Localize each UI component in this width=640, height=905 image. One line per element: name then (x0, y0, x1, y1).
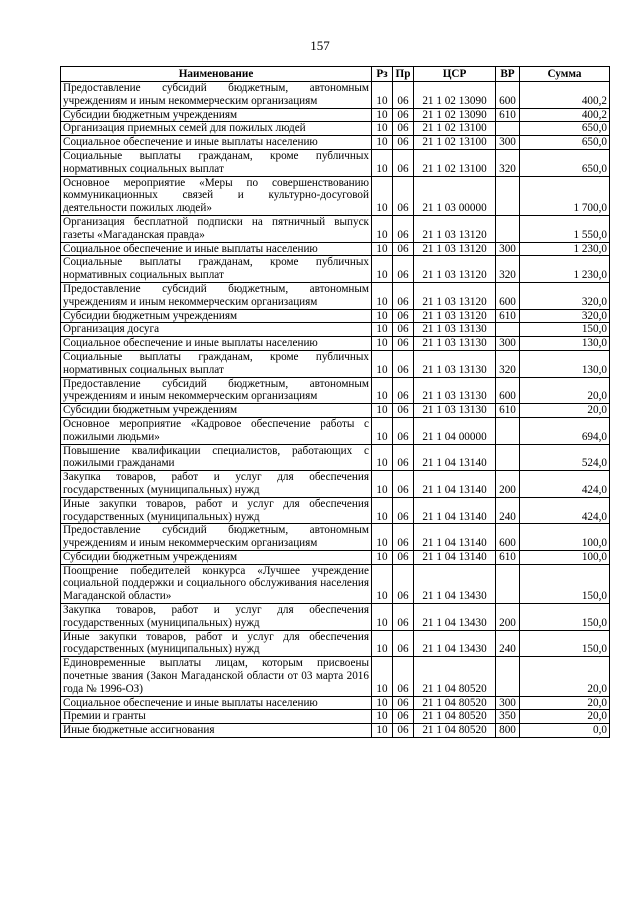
row-sum-cell: 1 230,0 (520, 242, 610, 256)
row-rz-cell: 10 (372, 724, 393, 738)
row-csr-cell: 21 1 02 13090 (414, 82, 496, 109)
table-row (61, 122, 610, 136)
row-vr-cell: 610 (496, 404, 520, 418)
row-csr-cell: 21 1 03 13120 (414, 282, 496, 309)
row-vr-cell: 600 (496, 524, 520, 551)
row-rz-cell: 10 (372, 444, 393, 471)
row-csr-cell: 21 1 04 13140 (414, 524, 496, 551)
row-name-cell: Закупка товаров, работ и услуг для обеспечения государственных (муниципальных) нужд (61, 604, 372, 631)
table-row (61, 710, 610, 724)
row-pr-cell: 06 (393, 337, 414, 351)
row-vr-cell: 200 (496, 604, 520, 631)
row-vr-cell: 240 (496, 630, 520, 657)
row-sum-cell: 650,0 (520, 149, 610, 176)
row-name-cell: Предоставление субсидий бюджетным, автономным учреждениям и иным некоммерческим организациям (61, 524, 372, 551)
row-csr-cell: 21 1 03 13130 (414, 323, 496, 337)
row-name-cell: Субсидии бюджетным учреждениям (61, 108, 372, 122)
row-pr-cell: 06 (393, 524, 414, 551)
row-sum-cell: 1 230,0 (520, 256, 610, 283)
page-number: 157 (310, 38, 330, 53)
row-name-cell: Субсидии бюджетным учреждениям (61, 404, 372, 418)
row-pr-cell: 06 (393, 136, 414, 150)
row-pr-cell: 06 (393, 122, 414, 136)
row-rz-cell: 10 (372, 604, 393, 631)
table-row (61, 176, 610, 215)
row-rz-cell: 10 (372, 696, 393, 710)
row-vr-cell: 300 (496, 136, 520, 150)
header-csr: ЦСР (414, 67, 496, 82)
row-csr-cell: 21 1 03 13130 (414, 350, 496, 377)
row-vr-cell: 300 (496, 242, 520, 256)
row-name-cell: Социальные выплаты гражданам, кроме публичных нормативных социальных выплат (61, 350, 372, 377)
row-name-cell: Организация бесплатной подписки на пятничный выпуск газеты «Магаданская правда» (61, 215, 372, 242)
row-rz-cell: 10 (372, 564, 393, 603)
row-pr-cell: 06 (393, 471, 414, 498)
row-csr-cell: 21 1 02 13100 (414, 136, 496, 150)
row-name-cell: Иные бюджетные ассигнования (61, 724, 372, 738)
budget-table (60, 66, 610, 738)
table-row (61, 309, 610, 323)
row-sum-cell: 20,0 (520, 696, 610, 710)
row-name-cell: Предоставление субсидий бюджетным, автономным учреждениям и иным некоммерческим организациям (61, 377, 372, 404)
table-row (61, 630, 610, 657)
row-name-cell: Основное мероприятие «Кадровое обеспечение работы с пожилыми людьми» (61, 417, 372, 444)
row-sum-cell: 150,0 (520, 323, 610, 337)
row-rz-cell: 10 (372, 309, 393, 323)
row-sum-cell: 20,0 (520, 377, 610, 404)
row-pr-cell: 06 (393, 256, 414, 283)
row-sum-cell: 130,0 (520, 350, 610, 377)
row-vr-cell (496, 417, 520, 444)
row-vr-cell (496, 657, 520, 696)
row-name-cell: Предоставление субсидий бюджетным, автономным учреждениям и иным некоммерческим организациям (61, 82, 372, 109)
row-name-cell: Основное мероприятие «Меры по совершенствованию коммуникационных связей и культурно-досуговой деятельности пожилых людей» (61, 176, 372, 215)
row-rz-cell: 10 (372, 176, 393, 215)
table-row (61, 350, 610, 377)
row-pr-cell: 06 (393, 604, 414, 631)
row-rz-cell: 10 (372, 417, 393, 444)
row-sum-cell: 320,0 (520, 282, 610, 309)
row-rz-cell: 10 (372, 323, 393, 337)
row-csr-cell: 21 1 03 13130 (414, 337, 496, 351)
row-csr-cell: 21 1 03 13120 (414, 256, 496, 283)
row-vr-cell: 300 (496, 696, 520, 710)
table-row (61, 497, 610, 524)
table-row (61, 82, 610, 109)
row-pr-cell: 06 (393, 630, 414, 657)
table-row (61, 337, 610, 351)
row-name-cell: Социальное обеспечение и иные выплаты населению (61, 337, 372, 351)
row-csr-cell: 21 1 03 13130 (414, 404, 496, 418)
row-csr-cell: 21 1 02 13100 (414, 149, 496, 176)
row-rz-cell: 10 (372, 471, 393, 498)
row-name-cell: Социальное обеспечение и иные выплаты населению (61, 242, 372, 256)
row-vr-cell: 300 (496, 337, 520, 351)
row-rz-cell: 10 (372, 122, 393, 136)
table-row (61, 377, 610, 404)
row-rz-cell: 10 (372, 377, 393, 404)
table-row (61, 417, 610, 444)
row-rz-cell: 10 (372, 524, 393, 551)
row-name-cell: Иные закупки товаров, работ и услуг для обеспечения государственных (муниципальных) нужд (61, 630, 372, 657)
header-name: Наименование (61, 67, 372, 82)
row-sum-cell: 100,0 (520, 550, 610, 564)
row-vr-cell (496, 215, 520, 242)
row-rz-cell: 10 (372, 497, 393, 524)
row-rz-cell: 10 (372, 282, 393, 309)
row-sum-cell: 150,0 (520, 630, 610, 657)
table-row (61, 108, 610, 122)
row-rz-cell: 10 (372, 350, 393, 377)
row-rz-cell: 10 (372, 550, 393, 564)
row-csr-cell: 21 1 02 13090 (414, 108, 496, 122)
row-csr-cell: 21 1 04 80520 (414, 710, 496, 724)
row-name-cell: Премии и гранты (61, 710, 372, 724)
row-sum-cell: 650,0 (520, 136, 610, 150)
row-pr-cell: 06 (393, 404, 414, 418)
row-rz-cell: 10 (372, 82, 393, 109)
row-rz-cell: 10 (372, 657, 393, 696)
row-rz-cell: 10 (372, 256, 393, 283)
row-sum-cell: 0,0 (520, 724, 610, 738)
table-row (61, 564, 610, 603)
row-vr-cell: 600 (496, 82, 520, 109)
row-vr-cell (496, 323, 520, 337)
row-sum-cell: 20,0 (520, 404, 610, 418)
table-row (61, 657, 610, 696)
row-name-cell: Социальное обеспечение и иные выплаты населению (61, 136, 372, 150)
header-row (61, 67, 610, 82)
row-pr-cell: 06 (393, 282, 414, 309)
row-sum-cell: 20,0 (520, 710, 610, 724)
row-rz-cell: 10 (372, 136, 393, 150)
row-vr-cell: 320 (496, 149, 520, 176)
table-row (61, 604, 610, 631)
row-name-cell: Организация досуга (61, 323, 372, 337)
row-pr-cell: 06 (393, 149, 414, 176)
table-header (61, 67, 610, 82)
row-sum-cell: 650,0 (520, 122, 610, 136)
row-name-cell: Закупка товаров, работ и услуг для обеспечения государственных (муниципальных) нужд (61, 471, 372, 498)
row-pr-cell: 06 (393, 710, 414, 724)
row-sum-cell: 424,0 (520, 471, 610, 498)
table-row (61, 242, 610, 256)
header-pr: Пр (393, 67, 414, 82)
table-row (61, 149, 610, 176)
row-sum-cell: 1 700,0 (520, 176, 610, 215)
row-name-cell: Социальные выплаты гражданам, кроме публичных нормативных социальных выплат (61, 256, 372, 283)
row-name-cell: Иные закупки товаров, работ и услуг для обеспечения государственных (муниципальных) нужд (61, 497, 372, 524)
row-sum-cell: 524,0 (520, 444, 610, 471)
row-rz-cell: 10 (372, 404, 393, 418)
row-vr-cell: 610 (496, 550, 520, 564)
row-vr-cell: 320 (496, 256, 520, 283)
row-rz-cell: 10 (372, 630, 393, 657)
row-rz-cell: 10 (372, 242, 393, 256)
row-vr-cell: 800 (496, 724, 520, 738)
row-csr-cell: 21 1 04 13140 (414, 444, 496, 471)
row-sum-cell: 694,0 (520, 417, 610, 444)
row-csr-cell: 21 1 04 00000 (414, 417, 496, 444)
row-name-cell: Социальное обеспечение и иные выплаты населению (61, 696, 372, 710)
header-rz: Рз (372, 67, 393, 82)
row-vr-cell: 600 (496, 377, 520, 404)
table-row (61, 524, 610, 551)
row-pr-cell: 06 (393, 724, 414, 738)
row-csr-cell: 21 1 03 13130 (414, 377, 496, 404)
row-sum-cell: 150,0 (520, 564, 610, 603)
row-sum-cell: 20,0 (520, 657, 610, 696)
table-row (61, 282, 610, 309)
row-csr-cell: 21 1 04 13430 (414, 630, 496, 657)
header-sum: Сумма (520, 67, 610, 82)
row-vr-cell: 610 (496, 309, 520, 323)
row-csr-cell: 21 1 04 13140 (414, 550, 496, 564)
row-sum-cell: 130,0 (520, 337, 610, 351)
table-row (61, 404, 610, 418)
row-vr-cell: 610 (496, 108, 520, 122)
row-csr-cell: 21 1 04 13140 (414, 497, 496, 524)
header-vr: ВР (496, 67, 520, 82)
table-row (61, 323, 610, 337)
row-csr-cell: 21 1 04 13430 (414, 604, 496, 631)
row-vr-cell (496, 444, 520, 471)
row-vr-cell: 350 (496, 710, 520, 724)
table-row (61, 444, 610, 471)
row-rz-cell: 10 (372, 710, 393, 724)
row-pr-cell: 06 (393, 323, 414, 337)
row-pr-cell: 06 (393, 657, 414, 696)
row-vr-cell: 200 (496, 471, 520, 498)
row-name-cell: Субсидии бюджетным учреждениям (61, 309, 372, 323)
row-vr-cell (496, 176, 520, 215)
row-csr-cell: 21 1 03 13120 (414, 215, 496, 242)
table-row (61, 471, 610, 498)
row-csr-cell: 21 1 04 80520 (414, 724, 496, 738)
row-sum-cell: 1 550,0 (520, 215, 610, 242)
row-pr-cell: 06 (393, 242, 414, 256)
table-row (61, 550, 610, 564)
row-csr-cell: 21 1 03 00000 (414, 176, 496, 215)
row-pr-cell: 06 (393, 176, 414, 215)
row-vr-cell: 240 (496, 497, 520, 524)
row-pr-cell: 06 (393, 309, 414, 323)
row-csr-cell: 21 1 04 80520 (414, 696, 496, 710)
row-rz-cell: 10 (372, 337, 393, 351)
row-pr-cell: 06 (393, 497, 414, 524)
table-body (61, 82, 610, 738)
row-pr-cell: 06 (393, 696, 414, 710)
row-name-cell: Предоставление субсидий бюджетным, автономным учреждениям и иным некоммерческим организациям (61, 282, 372, 309)
row-name-cell: Социальные выплаты гражданам, кроме публичных нормативных социальных выплат (61, 149, 372, 176)
row-pr-cell: 06 (393, 108, 414, 122)
row-csr-cell: 21 1 04 13140 (414, 471, 496, 498)
row-sum-cell: 400,2 (520, 82, 610, 109)
row-rz-cell: 10 (372, 215, 393, 242)
table-row (61, 696, 610, 710)
row-name-cell: Организация приемных семей для пожилых людей (61, 122, 372, 136)
row-pr-cell: 06 (393, 550, 414, 564)
row-pr-cell: 06 (393, 215, 414, 242)
table-row (61, 215, 610, 242)
row-pr-cell: 06 (393, 417, 414, 444)
row-vr-cell: 320 (496, 350, 520, 377)
row-csr-cell: 21 1 03 13120 (414, 309, 496, 323)
row-pr-cell: 06 (393, 377, 414, 404)
row-vr-cell (496, 564, 520, 603)
table-row (61, 256, 610, 283)
row-name-cell: Поощрение победителей конкурса «Лучшее учреждение социальной поддержки и социального обслуживания населения Магаданской области» (61, 564, 372, 603)
row-pr-cell: 06 (393, 444, 414, 471)
row-name-cell: Повышение квалификации специалистов, работающих с пожилыми гражданами (61, 444, 372, 471)
row-csr-cell: 21 1 02 13100 (414, 122, 496, 136)
row-rz-cell: 10 (372, 108, 393, 122)
row-vr-cell (496, 122, 520, 136)
row-name-cell: Единовременные выплаты лицам, которым присвоены почетные звания (Закон Магаданской области от 03 марта 2016 года № 1996-ОЗ) (61, 657, 372, 696)
row-sum-cell: 150,0 (520, 604, 610, 631)
row-sum-cell: 320,0 (520, 309, 610, 323)
table-row (61, 724, 610, 738)
row-pr-cell: 06 (393, 350, 414, 377)
row-vr-cell: 600 (496, 282, 520, 309)
row-sum-cell: 400,2 (520, 108, 610, 122)
row-csr-cell: 21 1 04 13430 (414, 564, 496, 603)
row-pr-cell: 06 (393, 82, 414, 109)
row-rz-cell: 10 (372, 149, 393, 176)
row-sum-cell: 100,0 (520, 524, 610, 551)
row-csr-cell: 21 1 03 13120 (414, 242, 496, 256)
row-pr-cell: 06 (393, 564, 414, 603)
row-csr-cell: 21 1 04 80520 (414, 657, 496, 696)
row-name-cell: Субсидии бюджетным учреждениям (61, 550, 372, 564)
table-row (61, 136, 610, 150)
row-sum-cell: 424,0 (520, 497, 610, 524)
